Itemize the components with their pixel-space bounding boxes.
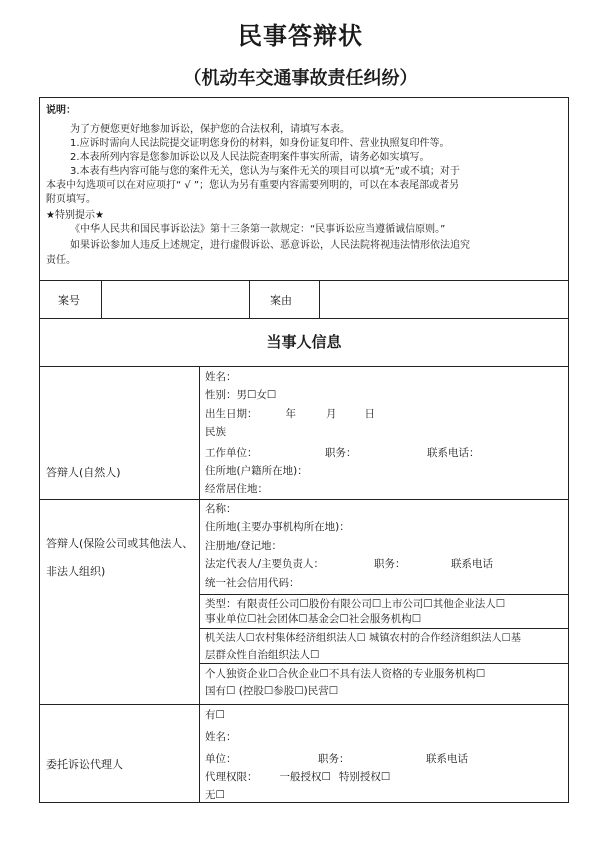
registration-field[interactable]: 注册地/登记地： [205,540,283,552]
org-type-options[interactable]: 个人独资企业☐合伙企业☐不具有法人资格的专业服务机构☐ [205,668,486,680]
org-type-options[interactable]: 类型：有限责任公司☐股份有限公司☐上市公司☐其他企业法人☐ [205,598,506,610]
agent-authority-field[interactable] [205,770,390,784]
phone-field[interactable]: 联系电话： [427,447,480,459]
agent-position-field[interactable]: 职务： [318,753,350,765]
credit-code-field[interactable]: 统一社会信用代码： [205,577,300,589]
respondent-natural-label: 答辩人(自然人) [46,466,121,479]
case-number-field[interactable] [104,284,246,314]
org-phone-field[interactable]: 联系电话 [451,558,493,570]
row-divider [39,280,569,281]
name-field[interactable]: 姓名： [205,371,237,383]
notice-line: 本表中勾选项可以在对应项打“ √ ”；您认为另有重要内容需要列明的，可以在本表尾部或者另 [46,180,460,191]
respondent-org-label-cont: 非法人组织) [46,565,106,578]
org-type-options[interactable]: 机关法人☐农村集体经济组织法人☐ 城镇农村的合作经济组织法人☐基 [205,633,521,644]
notice-line: 为了方便您更好地参加诉讼，保护您的合法权利，请填写本表。 [70,124,350,135]
legal-rep-field[interactable]: 法定代表人/主要负责人： [205,558,325,570]
domicile-field[interactable]: 住所地(户籍所在地)： [205,465,308,477]
agent-has-checkbox[interactable]: 有☐ [205,709,225,721]
respondent-org-label: 答辩人(保险公司或其他法人、 [46,537,194,550]
agent-unit-field[interactable]: 单位： [205,753,237,765]
special-authority-checkbox[interactable]: 特别授权☐ [338,771,391,783]
month-label: 月 [326,408,337,420]
case-cause-label: 案由 [270,294,292,307]
day-label: 日 [364,408,375,420]
special-notice-line: 《中华人民共和国民事诉讼法》第十三条第一款规定：“民事诉讼应当遵循诚信原则。” [70,224,446,235]
notice-line: 3.本表有些内容可能与您的案件无关，您认为与案件无关的项目可以填“无”或不填；对于 [70,166,460,177]
special-notice-line: 责任。 [46,255,76,266]
residence-field[interactable]: 经常居住地： [205,483,268,495]
party-info-title: 当事人信息 [266,333,342,351]
row-divider [39,366,569,367]
special-notice-line: 如果诉讼参加人违反上述规定，进行虚假诉讼、恶意诉讼，人民法院将视违法情形依法追究 [70,240,470,251]
col-divider [199,366,200,803]
cell-divider [199,628,569,629]
org-type-options[interactable]: 层群众性自治组织法人☐ [205,649,320,661]
year-label: 年 [285,408,296,420]
document-subtitle: （机动车交通事故责任纠纷） [183,68,418,89]
case-number-label: 案号 [58,294,80,307]
row-divider [39,318,569,319]
agent-name-field[interactable]: 姓名： [205,731,237,743]
authority-label: 代理权限： [205,771,258,783]
notice-heading: 说明： [46,105,76,116]
ethnicity-field[interactable]: 民族 [205,426,226,438]
col-divider [101,280,102,318]
org-type-options[interactable]: 事业单位☐社会团体☐基金会☐社会服务机构☐ [205,613,422,625]
agent-none-checkbox[interactable]: 无☐ [205,789,225,801]
org-address-field[interactable]: 住所地(主要办事机构所在地)： [205,521,350,533]
position-field[interactable]: 职务： [325,447,357,459]
birth-date-label: 出生日期： [205,408,258,420]
org-position-field[interactable]: 职务： [374,558,406,570]
notice-line: 附页填写。 [46,194,96,205]
col-divider [249,280,250,318]
birth-date-field[interactable] [205,407,375,421]
row-divider [39,499,569,500]
gender-field[interactable]: 性别：男☐女☐ [205,389,277,401]
special-notice-heading: ★特别提示★ [46,210,104,221]
col-divider [319,280,320,318]
org-name-field[interactable]: 名称： [205,503,237,515]
agent-phone-field[interactable]: 联系电话 [426,753,468,765]
row-divider [39,704,569,705]
case-cause-field[interactable] [322,284,566,314]
general-authority-checkbox[interactable]: 一般授权☐ [279,771,331,783]
employer-field[interactable]: 工作单位： [205,447,258,459]
notice-line: 2.本表所列内容是您参加诉讼以及人民法院查明案件事实所需，请务必如实填写。 [70,152,430,163]
cell-divider [199,594,569,595]
notice-line: 1.应诉时需向人民法院提交证明您身份的材料，如身份证复印件、营业执照复印件等。 [70,138,450,149]
ownership-options[interactable]: 国有☐ (控股☐参股☐)民营☐ [205,685,339,697]
cell-divider [199,663,569,664]
document-title: 民事答辩状 [238,22,363,50]
agent-label: 委托诉讼代理人 [46,758,123,771]
